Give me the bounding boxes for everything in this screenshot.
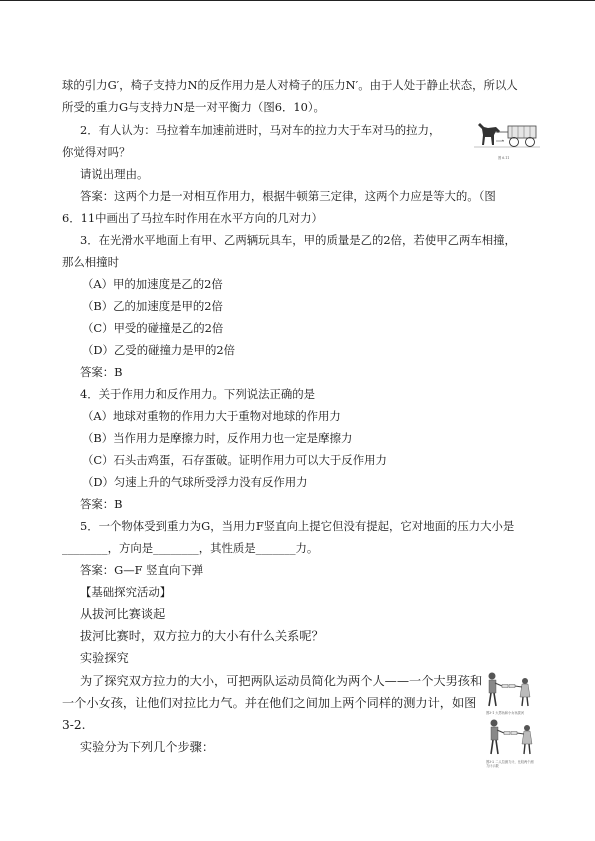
- text-line-28: 为了探究双方拉力的大小，可把两队运动员简化为两个人——一个大男孩和: [80, 674, 483, 688]
- question-2: 2．有人认为：马拉着车加速前进时，马对车的拉力大于车对马的拉力，: [80, 123, 441, 137]
- answer-3: 答案：B: [80, 365, 123, 379]
- text-line-22: ________，方向是________，其性质是_______力。: [62, 541, 319, 555]
- text-line-31: 实验分为下列几个步骤：: [80, 740, 215, 754]
- option-c: （C）甲受的碰撞是乙的2倍: [82, 321, 224, 335]
- text-line-4: 你觉得对吗？: [62, 145, 131, 159]
- option-d: （D）匀速上升的气球所受浮力没有反作用力: [82, 475, 308, 489]
- tug-of-war-illustration: [484, 670, 534, 710]
- question-text: 拔河比赛时，双方拉力的大小有什么关系呢？: [80, 629, 324, 643]
- text-line-30: 3-2.: [62, 718, 86, 732]
- text-line-1: 球的引力G′，椅子支持力N的反作用力是人对椅子的压力N′。由于人处于静止状态，所以人: [62, 78, 518, 92]
- tug-of-war-scales-illustration: [486, 718, 536, 758]
- question-3: 3．在光滑水平地面上有甲、乙两辆玩具车，甲的质量是乙的2倍，若使甲乙两车相撞，: [80, 233, 516, 247]
- answer-4: 答案：B: [80, 497, 123, 511]
- section-heading: 【基础探究活动】: [80, 585, 172, 599]
- subheading-experiment: 实验探究: [80, 651, 129, 665]
- text-line-5: 请说出理由。: [80, 167, 149, 181]
- answer-5: 答案：G—F 竖直向下弹: [80, 563, 204, 577]
- text-line-9: 那么相撞时: [62, 255, 119, 269]
- question-4: 4．关于作用力和反作用力。下列说法正确的是: [80, 387, 316, 401]
- horse-cart-caption: 图 6.11: [498, 156, 510, 160]
- option-a: （A）甲的加速度是乙的2倍: [82, 277, 223, 291]
- text-line-29: 一个小女孩，让他们对拉比力气。并在他们之间加上两个同样的测力计，如图: [62, 696, 477, 710]
- text-line-2: 所受的重力G与支持力N是一对平衡力（图6．10）。: [62, 100, 325, 114]
- option-c: （C）石头击鸡蛋，石存蛋破。证明作用力可以大于反作用力: [82, 453, 387, 467]
- tug-of-war-caption-1: 图3-1 大男孩和小女孩拔河: [486, 711, 525, 715]
- question-5: 5．一个物体受到重力为G，当用力F竖直向上提它但没有提起，它对地面的压力大小是: [80, 519, 515, 533]
- option-b: （B）乙的加速度是甲的2倍: [82, 299, 223, 313]
- answer-2: 答案：这两个力是一对相互作用力，根据牛顿第三定律，这两个力应是等大的。（图: [80, 189, 496, 203]
- subheading: 从拔河比赛谈起: [80, 607, 166, 621]
- tug-of-war-caption-2: 图3-2 二人拉测力计，比较两个测力计示数: [486, 760, 534, 768]
- option-b: （B）当作用力是摩擦力时，反作用力也一定是摩擦力: [82, 431, 353, 445]
- option-a: （A）地球对重物的作用力大于重物对地球的作用力: [82, 409, 341, 423]
- option-d: （D）乙受的碰撞力是甲的2倍: [82, 343, 236, 357]
- text-line-7: 6．11中画出了马拉车时作用在水平方向的几对力）: [62, 211, 323, 225]
- page-top-rule: [0, 0, 595, 1]
- horse-cart-illustration: [474, 117, 540, 153]
